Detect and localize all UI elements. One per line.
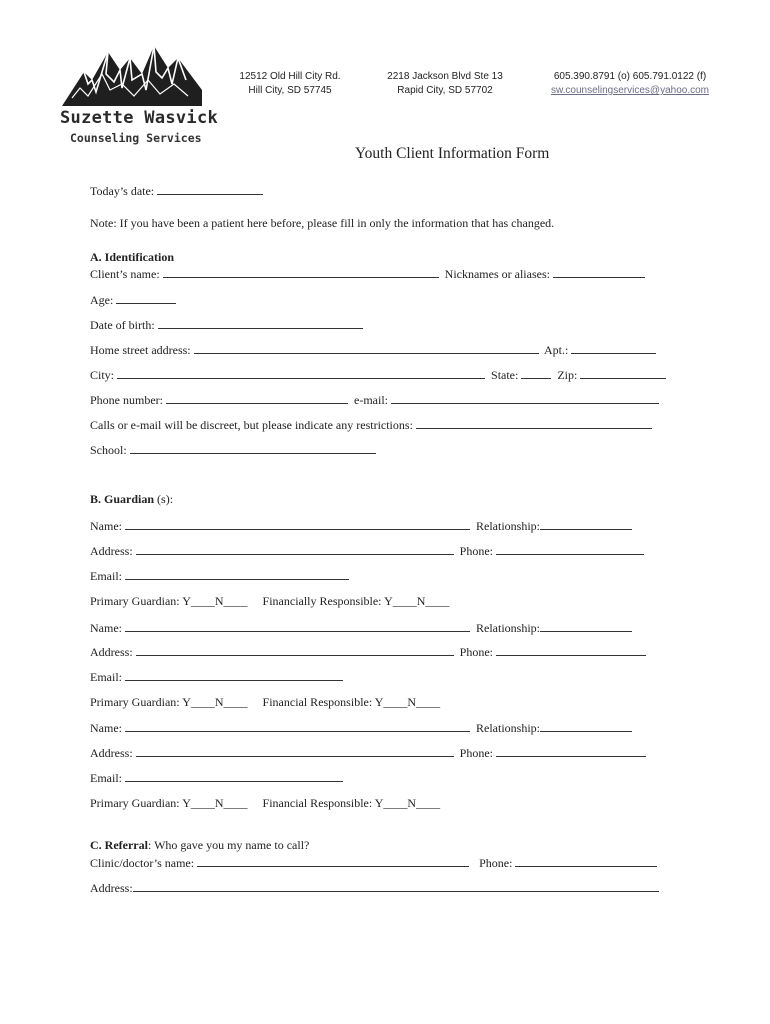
apt-field[interactable] <box>571 342 656 354</box>
guardian3-relationship-label: Relationship: <box>476 721 540 735</box>
guardian2-phone-field[interactable] <box>496 644 646 656</box>
section-b-title: B. Guardian <box>90 492 155 506</box>
age-field[interactable] <box>116 292 176 304</box>
guardian1-email-label: Email: <box>90 569 122 583</box>
apt-label: Apt.: <box>543 343 569 357</box>
guardian2-email-field[interactable] <box>125 669 343 681</box>
guardian1-name-row <box>90 518 635 534</box>
nicknames-label: Nicknames or aliases: <box>444 267 550 281</box>
guardian2-financial-label[interactable]: Financial Responsible: Y____N____ <box>262 695 441 709</box>
guardian2-primary-row <box>90 695 440 710</box>
address-rapid-city-line1: 2218 Jackson Blvd Ste 13 <box>387 71 503 82</box>
guardian2-phone-label: Phone: <box>459 645 494 659</box>
guardian2-address-row <box>90 644 649 660</box>
todays-date-label: Today’s date: <box>90 184 155 198</box>
todays-date-field[interactable] <box>157 183 263 195</box>
section-b-heading <box>90 492 173 507</box>
phone-number-field[interactable] <box>166 392 348 404</box>
address-hill-city <box>220 70 360 98</box>
guardian2-relationship-field[interactable] <box>540 620 632 632</box>
guardian3-address-field[interactable] <box>136 745 454 757</box>
clinic-field[interactable] <box>197 855 469 867</box>
guardian3-phone-label: Phone: <box>459 746 494 760</box>
state-field[interactable] <box>521 367 551 379</box>
restrictions-row <box>90 417 655 433</box>
email-label: e-mail: <box>354 393 388 407</box>
guardian3-address-row <box>90 745 649 761</box>
referral-address-label: Address: <box>90 881 133 895</box>
logo <box>58 44 218 149</box>
school-field[interactable] <box>130 442 376 454</box>
guardian2-email-label: Email: <box>90 670 122 684</box>
guardian3-email-field[interactable] <box>125 770 343 782</box>
guardian1-phone-field[interactable] <box>496 543 644 555</box>
home-address-field[interactable] <box>194 342 539 354</box>
contact-info <box>540 70 720 98</box>
address-hill-city-line2: Hill City, SD 57745 <box>248 85 332 96</box>
guardian3-address-label: Address: <box>90 746 133 760</box>
guardian1-name-field[interactable] <box>125 518 470 530</box>
clients-name-label: Client’s name: <box>90 267 160 281</box>
restrictions-field[interactable] <box>416 417 652 429</box>
section-c-question: : Who gave you my name to call? <box>147 838 310 852</box>
note-text: Note: If you have been a patient here before, please fill in only the information that has changed. <box>90 216 555 230</box>
guardian2-primary-label[interactable]: Primary Guardian: Y____N____ <box>90 695 248 709</box>
guardian1-phone-label: Phone: <box>459 544 494 558</box>
school-row <box>90 442 379 458</box>
guardian1-relationship-label: Relationship: <box>476 519 540 533</box>
dob-row <box>90 317 366 333</box>
todays-date-row <box>90 183 266 199</box>
zip-label: Zip: <box>557 368 578 382</box>
guardian2-name-label: Name: <box>90 621 122 635</box>
referral-phone-label: Phone: <box>479 856 513 870</box>
restrictions-label: Calls or e-mail will be discreet, but please indicate any restrictions: <box>90 418 413 432</box>
guardian1-name-label: Name: <box>90 519 122 533</box>
guardian2-name-field[interactable] <box>125 620 470 632</box>
guardian2-relationship-label: Relationship: <box>476 621 540 635</box>
home-address-row <box>90 342 659 358</box>
section-a-heading: A. Identification <box>90 250 174 264</box>
guardian2-email-row <box>90 669 346 685</box>
phone-number-label: Phone number: <box>90 393 163 407</box>
guardian3-financial-label[interactable]: Financial Responsible: Y____N____ <box>262 796 441 810</box>
section-c-title: C. Referral <box>90 838 148 852</box>
clients-name-field[interactable] <box>163 266 439 278</box>
nicknames-field[interactable] <box>553 266 645 278</box>
city-label: City: <box>90 368 115 382</box>
guardian3-email-row <box>90 770 346 786</box>
city-field[interactable] <box>117 367 485 379</box>
zip-field[interactable] <box>580 367 666 379</box>
guardian1-relationship-field[interactable] <box>540 518 632 530</box>
guardian1-primary-row <box>90 594 449 609</box>
referral-address-row <box>90 880 662 896</box>
logo-name: Suzette Wasvick <box>60 108 219 128</box>
guardian3-primary-label[interactable]: Primary Guardian: Y____N____ <box>90 796 248 810</box>
logo-subtitle: Counseling Services <box>70 131 202 145</box>
guardian1-email-field[interactable] <box>125 568 349 580</box>
age-label: Age: <box>90 293 114 307</box>
guardian3-name-field[interactable] <box>125 720 470 732</box>
guardian1-email-row <box>90 568 352 584</box>
age-row <box>90 292 179 308</box>
email-field[interactable] <box>391 392 659 404</box>
guardian1-primary-label[interactable]: Primary Guardian: Y____N____ <box>90 594 248 608</box>
guardian3-phone-field[interactable] <box>496 745 646 757</box>
section-b-suffix: (s): <box>154 492 174 506</box>
guardian3-relationship-field[interactable] <box>540 720 632 732</box>
clinic-label: Clinic/doctor’s name: <box>90 856 195 870</box>
guardian3-primary-row <box>90 796 440 811</box>
address-hill-city-line1: 12512 Old Hill City Rd. <box>239 71 341 82</box>
address-rapid-city-line2: Rapid City, SD 57702 <box>397 85 493 96</box>
school-label: School: <box>90 443 127 457</box>
address-rapid-city <box>370 70 520 98</box>
form-title: Youth Client Information Form <box>355 145 550 162</box>
guardian2-address-field[interactable] <box>136 644 454 656</box>
section-c-heading <box>90 838 309 853</box>
referral-address-field[interactable] <box>133 880 659 892</box>
clients-name-row <box>90 266 648 282</box>
home-address-label: Home street address: <box>90 343 191 357</box>
guardian2-name-row <box>90 620 635 636</box>
guardian1-address-label: Address: <box>90 544 133 558</box>
city-row <box>90 367 669 383</box>
state-label: State: <box>491 368 519 382</box>
guardian3-email-label: Email: <box>90 771 122 785</box>
dob-field[interactable] <box>158 317 363 329</box>
mountain-logo-icon <box>62 44 202 106</box>
phone-email-row <box>90 392 662 408</box>
guardian1-address-row <box>90 543 647 559</box>
guardian1-address-field[interactable] <box>136 543 454 555</box>
referral-phone-field[interactable] <box>515 855 657 867</box>
guardian1-financial-label[interactable]: Financially Responsible: Y____N____ <box>262 594 450 608</box>
guardian3-name-row <box>90 720 635 736</box>
guardian3-name-label: Name: <box>90 721 122 735</box>
guardian2-address-label: Address: <box>90 645 133 659</box>
contact-phone: 605.390.8791 (o) 605.791.0122 (f) <box>553 71 707 82</box>
clinic-row <box>90 855 660 871</box>
contact-email-link[interactable]: sw.counselingservices@yahoo.com <box>550 85 709 96</box>
dob-label: Date of birth: <box>90 318 155 332</box>
